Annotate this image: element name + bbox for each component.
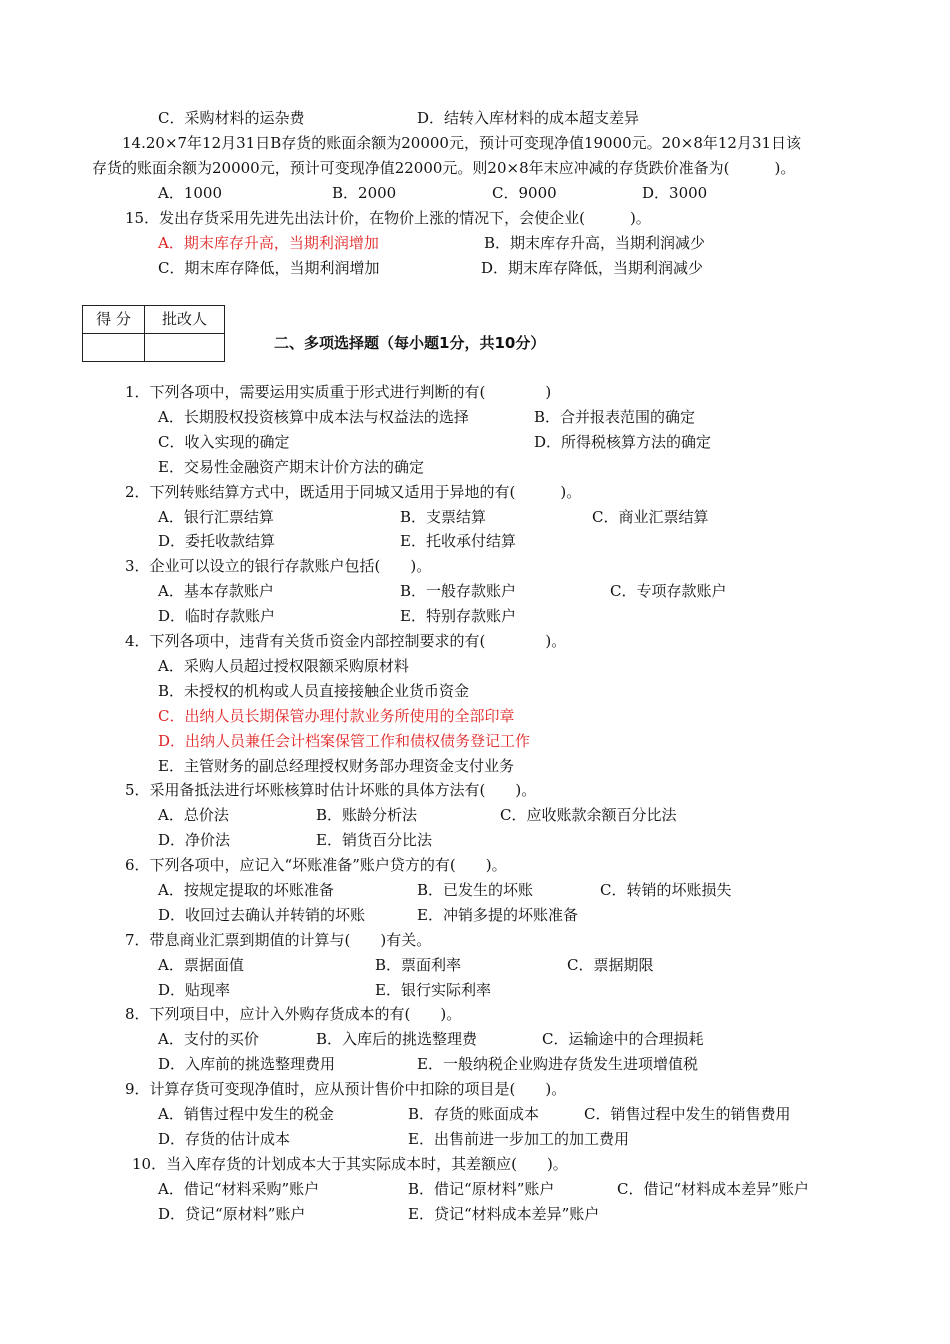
- score-table: [82, 305, 225, 362]
- q9-stem: 9．计算存货可变现净值时，应从预计售价中扣除的项目是( )。: [125, 1080, 567, 1098]
- q9-option-d: D．存货的估计成本: [158, 1130, 291, 1148]
- q10-option-a: A．借记“材料采购”账户: [158, 1180, 320, 1198]
- q9-option-c: C．销售过程中发生的销售费用: [584, 1105, 791, 1123]
- q6-option-c: C．转销的坏账损失: [600, 881, 732, 899]
- q1-option-e: E．交易性金融资产期末计价方法的确定: [158, 458, 424, 476]
- q8-stem: 8．下列项目中，应计入外购存货成本的有( )。: [125, 1005, 462, 1023]
- q14-option-a: A．1000: [158, 184, 223, 202]
- q5-option-d: D．净价法: [158, 831, 231, 849]
- q13-option-d: D．结转入库材料的成本超支差异: [417, 109, 640, 127]
- q2-option-c: C．商业汇票结算: [592, 508, 709, 526]
- grader-cell: [145, 334, 225, 362]
- q14-stem-line2: 存货的账面余额为20000元，预计可变现净值22000元。则20×8年末应冲减的存货跌价准备为( )。: [92, 159, 796, 177]
- q9-option-b: B．存货的账面成本: [408, 1105, 540, 1123]
- q1-option-b: B．合并报表范围的确定: [534, 408, 696, 426]
- q3-option-a: A．基本存款账户: [158, 582, 274, 600]
- q3-option-e: E．特别存款账户: [400, 607, 516, 625]
- q14-stem-line1: 14.20×7年12月31日B存货的账面余额为20000元，预计可变现净值19000元。20×8年12月31日该: [122, 134, 802, 152]
- q6-option-d: D．收回过去确认并转销的坏账: [158, 906, 366, 924]
- q6-stem: 6．下列各项中，应记入“坏账准备”账户贷方的有( )。: [125, 856, 507, 874]
- q2-option-e: E．托收承付结算: [400, 532, 516, 550]
- grader-label: 批改人: [145, 306, 225, 334]
- q13-option-c: C．采购材料的运杂费: [158, 109, 305, 127]
- q4-stem: 4．下列各项中，违背有关货币资金内部控制要求的有( )。: [125, 632, 567, 650]
- q9-option-e: E．出售前进一步加工的加工费用: [408, 1130, 629, 1148]
- q15-option-d: D．期末库存降低，当期利润减少: [481, 259, 704, 277]
- q6-option-e: E．冲销多提的坏账准备: [417, 906, 578, 924]
- q6-option-b: B．已发生的坏账: [417, 881, 534, 899]
- q3-option-b: B．一般存款账户: [400, 582, 517, 600]
- q15-option-a: A．期末库存升高，当期利润增加: [158, 234, 379, 252]
- q4-option-d: D．出纳人员兼任会计档案保管工作和债权债务登记工作: [158, 732, 531, 750]
- q8-option-b: B．入库后的挑选整理费: [316, 1030, 478, 1048]
- score-cell: [83, 334, 145, 362]
- q1-option-d: D．所得税核算方法的确定: [534, 433, 712, 451]
- q10-option-b: B．借记“原材料”账户: [408, 1180, 555, 1198]
- q1-option-c: C．收入实现的确定: [158, 433, 290, 451]
- q10-option-d: D．贷记“原材料”账户: [158, 1205, 306, 1223]
- q7-stem: 7．带息商业汇票到期值的计算与( )有关。: [125, 931, 432, 949]
- q15-option-b: B．期末库存升高，当期利润减少: [484, 234, 706, 252]
- q6-option-a: A．按规定提取的坏账准备: [158, 881, 334, 899]
- q8-option-d: D．入库前的挑选整理费用: [158, 1055, 336, 1073]
- q2-option-d: D．委托收款结算: [158, 532, 276, 550]
- score-label: 得 分: [83, 306, 145, 334]
- q7-option-c: C．票据期限: [567, 956, 654, 974]
- q2-option-b: B．支票结算: [400, 508, 487, 526]
- q3-option-d: D．临时存款账户: [158, 607, 276, 625]
- q2-option-a: A．银行汇票结算: [158, 508, 274, 526]
- q4-option-a: A．采购人员超过授权限额采购原材料: [158, 657, 409, 675]
- q3-option-c: C．专项存款账户: [610, 582, 727, 600]
- q10-option-e: E．贷记“材料成本差异”账户: [408, 1205, 600, 1223]
- q14-option-b: B．2000: [332, 184, 397, 202]
- q9-option-a: A．销售过程中发生的税金: [158, 1105, 334, 1123]
- q5-option-b: B．账龄分析法: [316, 806, 418, 824]
- q1-stem: 1．下列各项中，需要运用实质重于形式进行判断的有( ): [125, 383, 552, 401]
- q4-option-c: C．出纳人员长期保管办理付款业务所使用的全部印章: [158, 707, 515, 725]
- q5-option-a: A．总价法: [158, 806, 229, 824]
- q5-stem: 5．采用备抵法进行坏账核算时估计坏账的具体方法有( )。: [125, 781, 537, 799]
- q3-stem: 3．企业可以设立的银行存款账户包括( )。: [125, 557, 432, 575]
- q7-option-b: B．票面利率: [375, 956, 462, 974]
- q8-option-e: E．一般纳税企业购进存货发生进项增值税: [417, 1055, 698, 1073]
- q5-option-e: E．销货百分比法: [316, 831, 432, 849]
- q10-option-c: C．借记“材料成本差异”账户: [617, 1180, 809, 1198]
- q7-option-a: A．票据面值: [158, 956, 244, 974]
- q2-stem: 2．下列转账结算方式中，既适用于同城又适用于异地的有( )。: [125, 483, 582, 501]
- q5-option-c: C．应收账款余额百分比法: [500, 806, 677, 824]
- q7-option-e: E．银行实际利率: [375, 981, 491, 999]
- q8-option-a: A．支付的买价: [158, 1030, 259, 1048]
- q8-option-c: C．运输途中的合理损耗: [542, 1030, 704, 1048]
- q14-option-c: C．9000: [492, 184, 557, 202]
- q14-option-d: D．3000: [642, 184, 708, 202]
- q1-option-a: A．长期股权投资核算中成本法与权益法的选择: [158, 408, 469, 426]
- q4-option-e: E．主管财务的副总经理授权财务部办理资金支付业务: [158, 757, 514, 775]
- section-two-title: 二、多项选择题（每小题1分，共10分）: [274, 334, 546, 352]
- q10-stem: 10．当入库存货的计划成本大于其实际成本时，其差额应( )。: [132, 1155, 568, 1173]
- q15-option-c: C．期末库存降低，当期利润增加: [158, 259, 380, 277]
- q4-option-b: B．未授权的机构或人员直接接触企业货币资金: [158, 682, 470, 700]
- q15-stem: 15．发出存货采用先进先出法计价，在物价上涨的情况下，会使企业( )。: [125, 209, 651, 227]
- q7-option-d: D．贴现率: [158, 981, 231, 999]
